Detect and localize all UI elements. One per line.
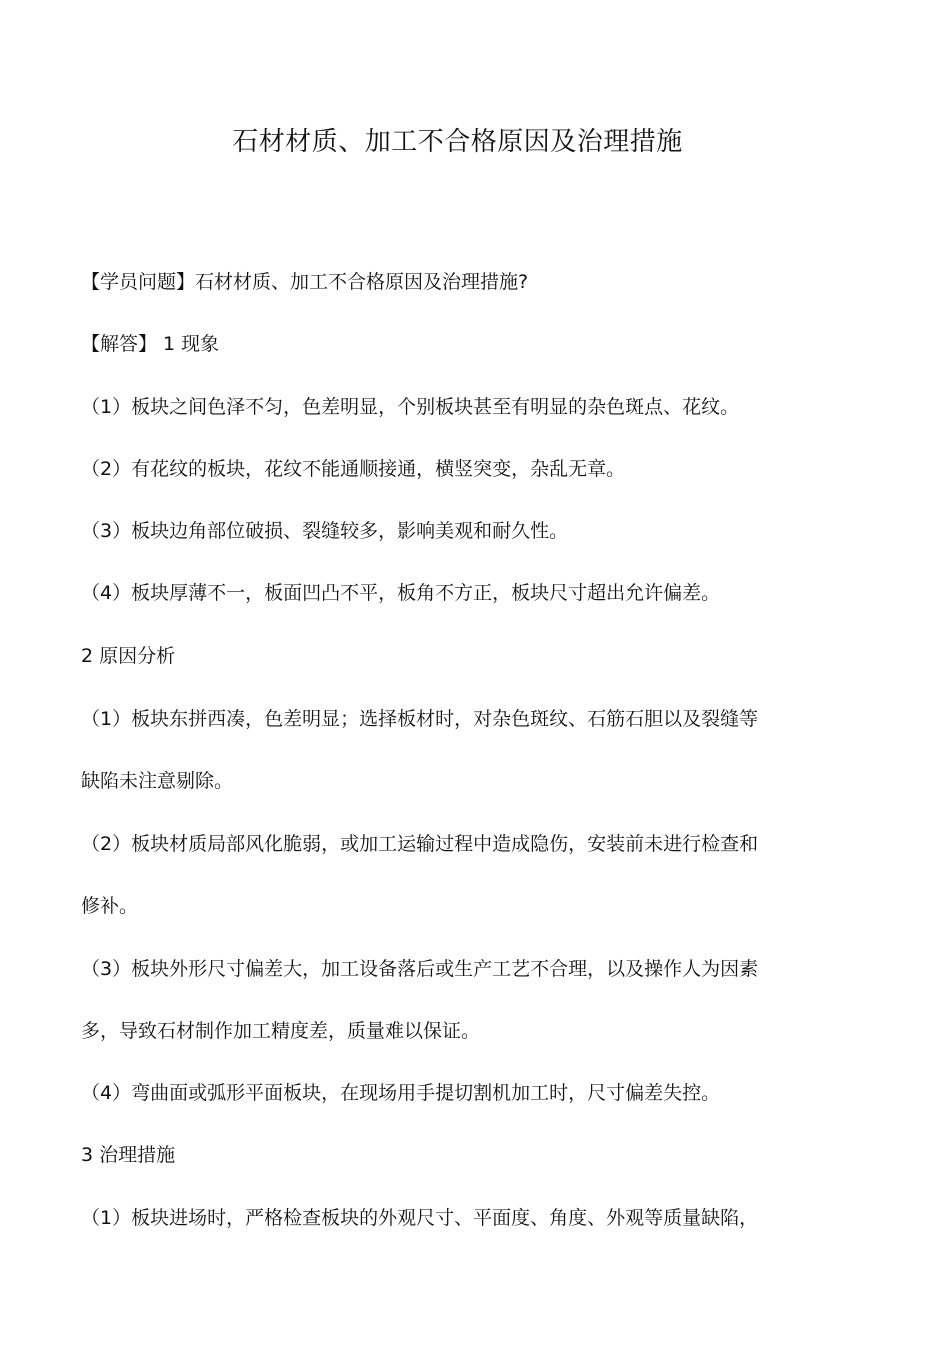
phenomenon-item-4: （4）板块厚薄不一，板面凹凸不平，板角不方正，板块尺寸超出允许偏差。 <box>81 582 721 604</box>
section-heading-treatment: 3 治理措施 <box>81 1144 176 1166</box>
phenomenon-item-2: （2）有花纹的板块，花纹不能通顺接通，横竖突变，杂乱无章。 <box>81 458 626 480</box>
phenomenon-item-3: （3）板块边角部位破损、裂缝较多，影响美观和耐久性。 <box>81 520 569 542</box>
section-heading-cause-analysis: 2 原因分析 <box>81 645 176 667</box>
cause-item-1: （1）板块东拼西凑，色差明显；选择板材时，对杂色斑纹、石筋石胆以及裂缝等 <box>81 708 759 730</box>
question-line: 【学员问题】石材材质、加工不合格原因及治理措施? <box>81 271 529 293</box>
treatment-item-1: （1）板块进场时，严格检查板块的外观尺寸、平面度、角度、外观等质量缺陷， <box>81 1207 759 1229</box>
cause-item-4: （4）弯曲面或弧形平面板块，在现场用手提切割机加工时，尺寸偏差失控。 <box>81 1082 721 1104</box>
cause-item-3: （3）板块外形尺寸偏差大，加工设备落后或生产工艺不合理，以及操作人为因素 <box>81 958 759 980</box>
phenomenon-item-1: （1）板块之间色泽不匀，色差明显，个别板块甚至有明显的杂色斑点、花纹。 <box>81 396 740 418</box>
cause-item-1-continued: 缺陷未注意剔除。 <box>81 770 234 792</box>
cause-item-3-continued: 多，导致石材制作加工精度差，质量难以保证。 <box>81 1020 481 1042</box>
answer-heading-phenomenon: 【解答】 1 现象 <box>81 333 220 355</box>
cause-item-2: （2）板块材质局部风化脆弱，或加工运输过程中造成隐伤，安装前未进行检查和 <box>81 833 759 855</box>
cause-item-2-continued: 修补。 <box>81 895 139 917</box>
document-title: 石材材质、加工不合格原因及治理措施 <box>232 127 683 157</box>
